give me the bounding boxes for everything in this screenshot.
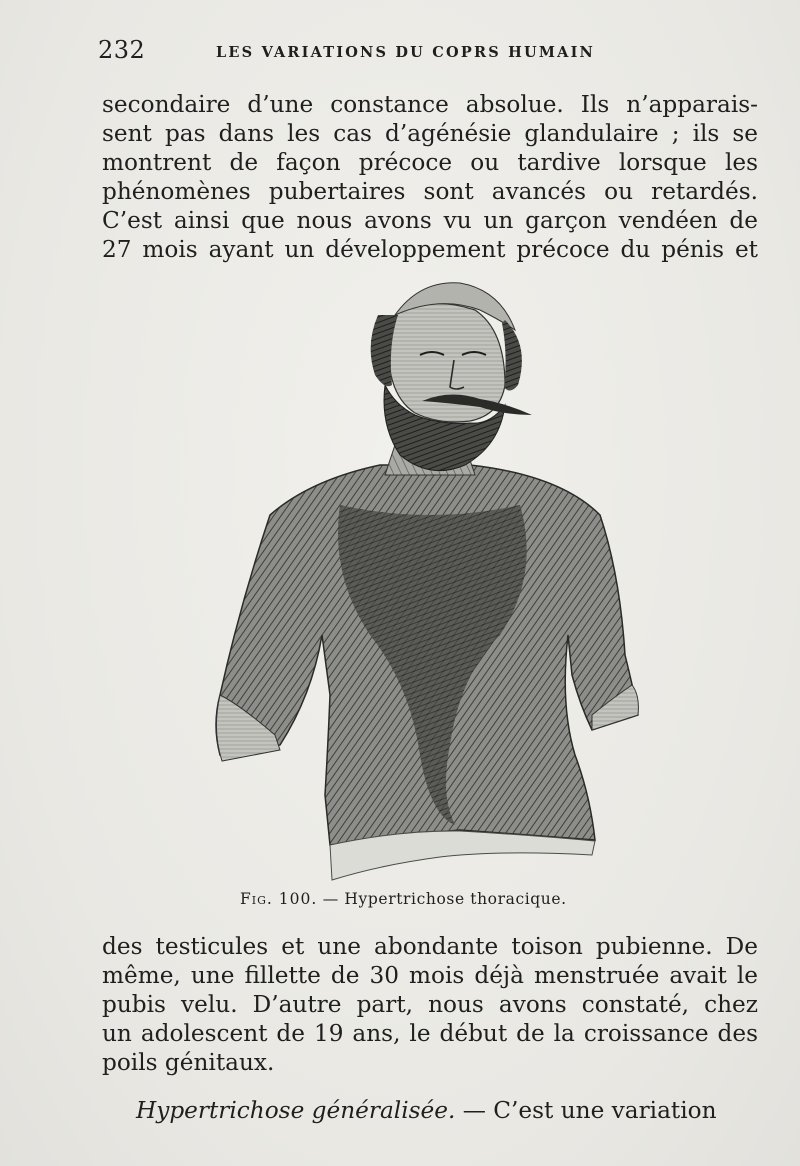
text-line: un adolescent de 19 ans, le début de la croissance des (102, 1020, 758, 1047)
text-line: 27 mois ayant un développement précoce du pénis et (102, 236, 758, 263)
paragraph-final (136, 1096, 760, 1125)
figure-label: Fig. 100. (240, 890, 318, 908)
text-line (136, 1096, 760, 1125)
text-line: montrent de façon précoce ou tardive lorsque les (102, 149, 758, 176)
text-line: des testicules et une abondante toison pubienne. De (102, 933, 758, 960)
text-line: poils génitaux. (102, 1049, 275, 1076)
section-heading-italic: Hypertrichose généralisée. (136, 1097, 456, 1124)
text-line: pubis velu. D’autre part, nous avons constaté, chez (102, 991, 758, 1018)
paragraph-bottom (102, 932, 758, 1077)
text-line: phénomènes pubertaires sont avancés ou retardés. (102, 178, 758, 205)
figure-caption-text: — Hypertrichose thoracique. (322, 890, 567, 908)
running-head: LES VARIATIONS DU COPRS HUMAIN (216, 44, 596, 61)
text-line: C’est ainsi que nous avons vu un garçon vendéen de (102, 207, 758, 234)
section-text: — C’est une variation (455, 1097, 717, 1124)
paragraph-top (102, 90, 758, 264)
page-header (98, 36, 758, 66)
figure-caption (240, 890, 640, 908)
figure-engraving (200, 275, 650, 885)
text-line: sent pas dans les cas d’agénésie glandulaire ; ils se (102, 120, 758, 147)
text-line: même, une fillette de 30 mois déjà menstruée avait le (102, 962, 758, 989)
page-number: 232 (98, 36, 146, 64)
hypertrichosis-illustration (200, 275, 650, 885)
text-line: secondaire d’une constance absolue. Ils n’apparais- (102, 91, 758, 118)
